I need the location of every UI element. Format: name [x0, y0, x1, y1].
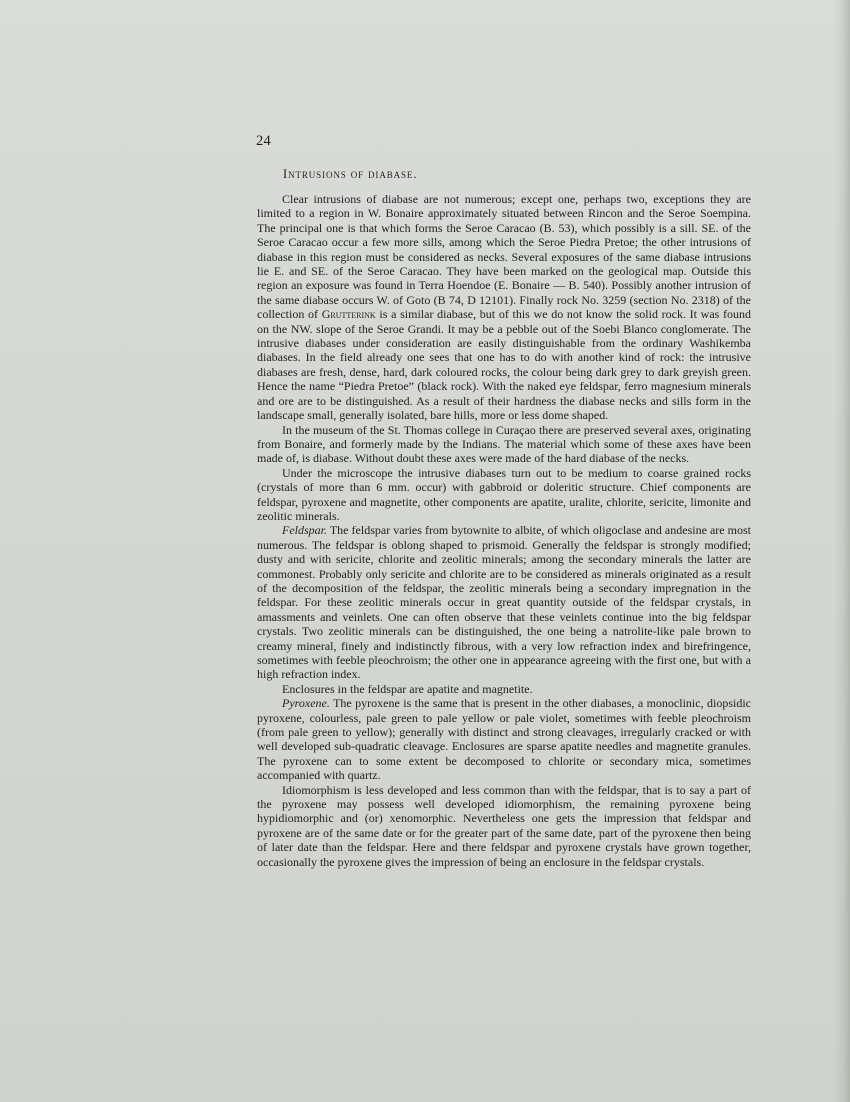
section-title: Intrusions of diabase. — [283, 167, 418, 181]
paragraph-feldspar — [257, 523, 751, 681]
author-name-grutterink: Grutterink — [321, 307, 376, 322]
pyroxene-heading: Pyroxene. — [282, 696, 330, 711]
feldspar-text: The feldspar varies from bytownite to albite, of which oligoclase and andesine are most numerous. The feldspar is oblong shaped to prismoid. Generally the feldspar is strongly modified; dusty and with sericite, chlorite and zeolitic minerals; among the secondary minerals the latter are commonest. Probably only sericite and chlorite are to be considered as minerals originated as a result of the decomposition of the feldspar, the zeolitic minerals being a secondary impregnation in the feldspar. For these zeolitic minerals occur in great quantity outside of the feldspar crystals, in amassments and veinlets. One can often observe that these veinlets continue into the big feldspar crystals. Two zeolitic minerals can be distinguished, the one being a natrolite-like pale brown to creamy mineral, finely and indistinctly fibrous, with a very low refraction index and birefringence, sometimes with feeble pleochroism; the other one in appearance agreeing with the first one, but with a high refraction index. — [257, 523, 751, 682]
pyroxene-text: The pyroxene is the same that is present in the other diabases, a monoclinic, diopsidic pyroxene, colourless, pale green to pale yellow or pale violet, sometimes with feeble pleochroism (from pale green to yellow); generally with distinct and strong cleavages, irregularly cracked or with well developed sub-quadratic cleavage. Enclosures are sparse apatite needles and magnetite granules. The pyroxene can to some extent be decomposed to chlorite or secondary mica, sometimes accompanied with quartz. — [257, 696, 751, 783]
body-text — [257, 192, 751, 869]
page-number: 24 — [256, 133, 272, 149]
paragraph-idiomorphism: Idiomorphism is less developed and less common than with the feldspar, that is to say a part of the pyroxene may possess well developed idiomorphism, the remaining pyroxene being hypidiomorphic and (or) xenomorphic. Nevertheless one gets the impression that feldspar and pyroxene are of the same date or for the greater part of the same date, part of the pyroxene then being of later date than the feldspar. Here and there feldspar and pyroxene crystals have grown together, occasionally the pyroxene gives the impression of being an enclosure in the feldspar crystals. — [257, 782, 751, 869]
paragraph-1-text: Clear intrusions of diabase are not numerous; except one, perhaps two, exceptions they are limited to a region in W. Bonaire approximately situated between Rincon and the Seroe Soempina. The principal one is that which forms the Seroe Caracao (B. 53), which possibly is a sill. SE. of the Seroe Caracao occur a few more sills, among which the Seroe Piedra Pretoe; the other intrusions of diabase in this region must be considered as necks. Several exposures of the same diabase intrusions lie E. and SE. of the Seroe Caracao. They have been marked on the geological map. Outside this region an exposure was found in Terra Hoendoe (E. Bonaire — B. 540). Possibly another intrusion of the same diabase occurs W. of Goto (B 74, D 12101). Finally rock No. 3259 (section No. 2318) of the collection of — [257, 192, 751, 322]
paragraph-1-tail: is a similar diabase, but of this we do not know the solid rock. It was found on the NW. slope of the Seroe Grandi. It may be a pebble out of the Soebi Blanco conglomerate. The intrusive diabases under consideration are easily distinguishable from the ordinary Washikemba diabases. In the field already one sees that one has to do with another kind of rock: the intrusive diabases are fresh, dense, hard, dark coloured rocks, the colour being dark grey to dark greyish green. Hence the name “Piedra Pretoe” (black rock). With the naked eye feldspar, ferro magnesium minerals and ore are to be distinguished. As a result of their hardness the diabase necks and sills form in the landscape small, generally isolated, bare hills, more or less dome shaped. — [257, 307, 752, 423]
paragraph-1 — [257, 192, 751, 423]
paragraph-2: In the museum of the St. Thomas college in Curaçao there are preserved several axes, originating from Bonaire, and formerly made by the Indians. The material which some of these axes have been made of, is diabase. Without doubt these axes were made of the hard diabase of the necks. — [257, 422, 751, 466]
paragraph-pyroxene — [257, 696, 751, 782]
feldspar-heading: Feldspar. — [282, 523, 327, 538]
page-edge-shadow — [834, 0, 850, 1102]
paragraph-3: Under the microscope the intrusive diabases turn out to be medium to coarse grained rocks (crystals of more than 6 mm. occur) with gabbroid or doleritic structure. Chief components are feldspar, pyroxene and magnetite, other components are apatite, uralite, chlorite, sericite, limonite and zeolitic minerals. — [257, 465, 751, 523]
paragraph-enclosures: Enclosures in the feldspar are apatite and magnetite. — [282, 681, 533, 696]
